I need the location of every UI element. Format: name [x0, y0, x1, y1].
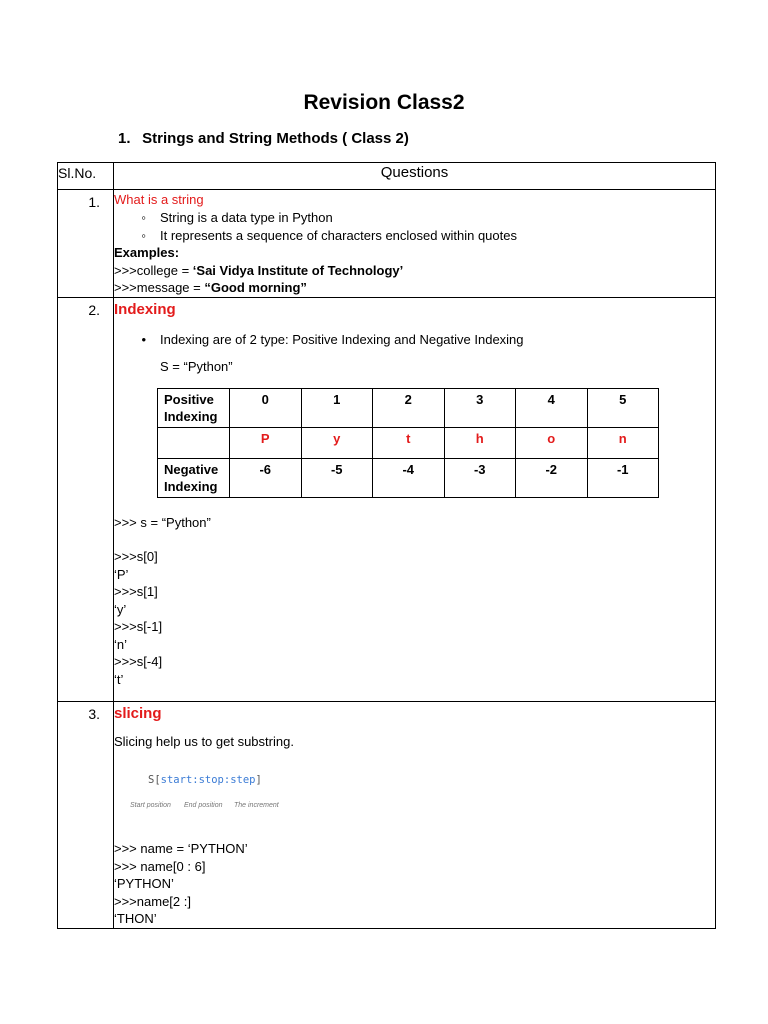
code-prefix: >>>message =: [114, 280, 205, 295]
row-number: 1.: [58, 190, 114, 298]
empty-cell: [158, 427, 230, 458]
code-block: [114, 548, 715, 688]
list-item: [114, 209, 715, 227]
negative-index-label: Negative Indexing: [158, 458, 230, 497]
list-item-text: String is a data type in Python: [160, 210, 333, 225]
code-line: >>> s = “Python”: [114, 514, 211, 530]
negative-index-row: [158, 458, 659, 497]
description-text: Slicing help us to get substring.: [114, 733, 294, 749]
examples-label: Examples:: [114, 245, 180, 260]
code-line: >>> name = ‘PYTHON’: [114, 841, 248, 856]
code-output: ‘PYTHON’: [114, 876, 174, 891]
code-line: [114, 262, 715, 280]
index-table: [157, 388, 659, 498]
table-row: [58, 701, 716, 928]
code-line: >>>name[2 :]: [114, 893, 191, 909]
slice-syntax-figure: [122, 764, 715, 810]
character-row: [158, 427, 659, 458]
syntax-s: S[: [148, 774, 161, 786]
negative-index-cell: -6: [230, 458, 302, 497]
question-title: slicing: [114, 704, 162, 722]
code-output: ‘P’: [114, 566, 129, 582]
section-number: 1.: [118, 130, 131, 147]
positive-index-cell: 3: [444, 388, 516, 427]
code-line: [114, 279, 715, 297]
negative-index-cell: -2: [516, 458, 588, 497]
character-cell: P: [230, 427, 302, 458]
table-header-row: [58, 163, 716, 190]
positive-index-row: [158, 388, 659, 427]
code-output: ‘THON’: [114, 911, 157, 926]
caption-start: Start position: [130, 802, 171, 809]
header-questions: Questions: [114, 163, 716, 190]
character-cell: o: [516, 427, 588, 458]
character-cell: t: [373, 427, 445, 458]
code-output: ‘t’: [114, 671, 124, 687]
questions-table: [57, 162, 716, 929]
bullet-marker: ◦: [141, 210, 146, 225]
question-title: What is a string: [114, 192, 204, 207]
code-line: >>> name[0 : 6]: [114, 858, 206, 874]
positive-index-label: Positive Indexing: [158, 388, 230, 427]
assignment-text: S = “Python”: [160, 359, 233, 374]
negative-index-cell: -4: [373, 458, 445, 497]
negative-index-cell: -5: [301, 458, 373, 497]
section-heading: [118, 129, 409, 149]
code-value: “Good morning”: [204, 280, 307, 295]
question-cell: [114, 297, 716, 701]
list-item: [114, 227, 715, 245]
positive-index-cell: 5: [587, 388, 659, 427]
syntax-params: start:stop:step: [160, 774, 256, 786]
negative-index-cell: -1: [587, 458, 659, 497]
code-block: [114, 840, 715, 928]
character-cell: h: [444, 427, 516, 458]
code-line: >>>s[0]: [114, 549, 158, 564]
row-number: 3.: [58, 701, 114, 928]
code-prefix: >>>college =: [114, 262, 193, 278]
code-line: >>>s[-1]: [114, 619, 163, 634]
bullet-marker: •: [141, 331, 146, 347]
list-item: [114, 331, 715, 349]
table-row: [58, 297, 716, 701]
table-row: [58, 190, 716, 298]
positive-index-cell: 1: [301, 388, 373, 427]
list-item-text: Indexing are of 2 type: Positive Indexing and Negative Indexing: [160, 331, 524, 347]
positive-index-cell: 0: [230, 388, 302, 427]
code-line: >>>s[1]: [114, 584, 158, 599]
positive-index-cell: 4: [516, 388, 588, 427]
slice-syntax: [148, 774, 262, 786]
code-output: ‘n’: [114, 636, 128, 652]
character-cell: y: [301, 427, 373, 458]
positive-index-cell: 2: [373, 388, 445, 427]
document-title: Revision Class2: [303, 91, 465, 114]
syntax-close: ]: [255, 774, 262, 786]
code-output: ‘y’: [114, 601, 127, 617]
question-cell: [114, 701, 716, 928]
caption-increment: The increment: [234, 802, 279, 809]
question-title: Indexing: [114, 300, 176, 318]
character-cell: n: [587, 427, 659, 458]
code-line: >>>s[-4]: [114, 654, 163, 669]
question-cell: [114, 190, 716, 298]
list-item-text: It represents a sequence of characters enclosed within quotes: [160, 227, 517, 243]
caption-end: End position: [184, 802, 223, 809]
code-value: ‘Sai Vidya Institute of Technology’: [192, 262, 404, 278]
negative-index-cell: -3: [444, 458, 516, 497]
section-label: Strings and String Methods ( Class 2): [142, 130, 409, 147]
header-sl-no: Sl.No.: [58, 163, 114, 190]
row-number: 2.: [58, 297, 114, 701]
bullet-marker: ◦: [141, 227, 146, 243]
